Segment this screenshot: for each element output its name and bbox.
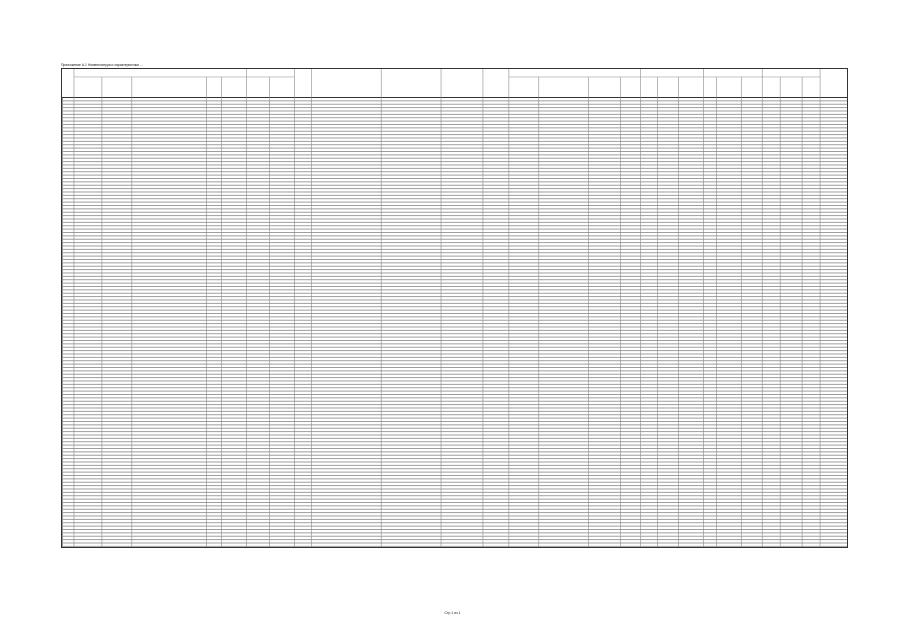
table-column-grid <box>62 69 847 547</box>
document-title: Приложение А.1 Номенклатура и характеристики ... <box>61 63 143 67</box>
registry-table <box>61 68 848 548</box>
table-header <box>62 69 847 98</box>
page-footer: Стр 1 из 1 <box>444 611 461 615</box>
